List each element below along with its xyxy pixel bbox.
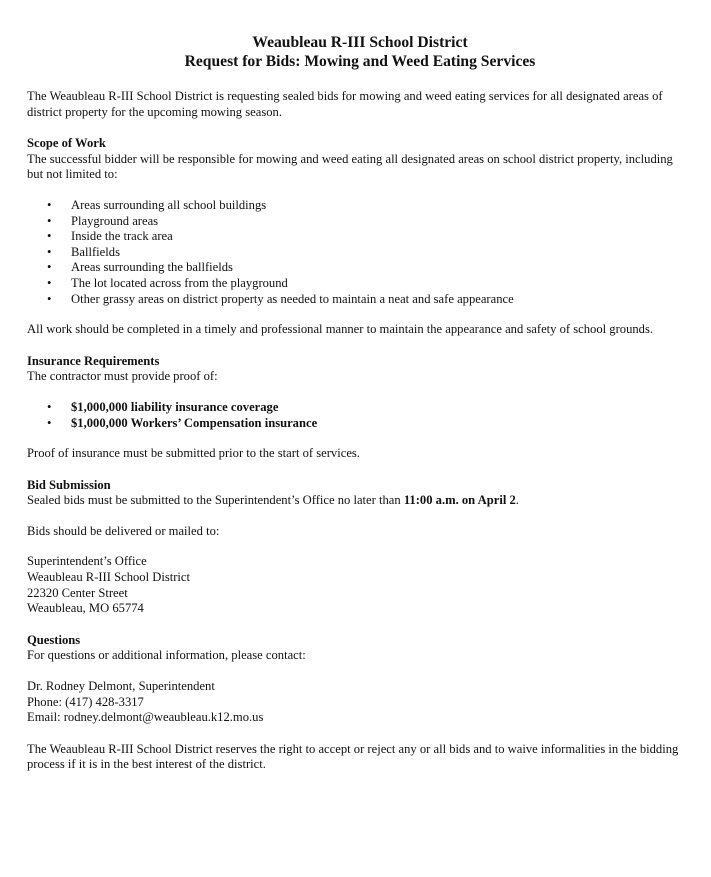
- insurance-heading: Insurance Requirements: [27, 353, 160, 368]
- rfp-title: Request for Bids: Mowing and Weed Eating Services: [184, 53, 536, 70]
- bullet-icon: •: [47, 291, 52, 306]
- insurance-lead: The contractor must provide proof of:: [27, 369, 218, 384]
- questions-section: [27, 633, 687, 726]
- list-item: • Playground areas: [47, 213, 159, 228]
- bullet-icon: •: [47, 275, 52, 290]
- list-item: • The lot located across from the playground: [47, 275, 288, 290]
- district-title: Weaubleau R-III School District: [252, 34, 468, 51]
- scope-heading: Scope of Work: [27, 136, 106, 151]
- bullet-icon: •: [47, 229, 52, 244]
- disclaimer-paragraph: The Weaubleau R-III School District reserves the right to accept or reject any or all bids and to waive informalities in the bidding process if it is in the best interest of the district.: [27, 741, 679, 772]
- bullet-icon: •: [47, 197, 52, 212]
- list-item: • $1,000,000 liability insurance coverage: [47, 399, 279, 414]
- bullet-icon: •: [47, 415, 52, 430]
- submission-section: [27, 478, 687, 617]
- bullet-icon: •: [47, 213, 52, 228]
- questions-lead: For questions or additional information, please contact:: [27, 648, 306, 663]
- address-line: 22320 Center Street: [27, 585, 128, 600]
- scope-section: [27, 136, 687, 338]
- submission-heading: Bid Submission: [27, 477, 111, 492]
- address-line: Superintendent’s Office: [27, 554, 147, 569]
- questions-heading: Questions: [27, 632, 81, 647]
- list-item: • $1,000,000 Workers’ Compensation insurance: [47, 415, 318, 430]
- list-item: • Inside the track area: [47, 229, 173, 244]
- contact-email[interactable]: Email: rodney.delmont@weaubleau.k12.mo.us: [27, 710, 264, 725]
- contact-phone: Phone: (417) 428-3317: [27, 694, 144, 709]
- contact-name: Dr. Rodney Delmont, Superintendent: [27, 679, 215, 694]
- scope-lead: The successful bidder will be responsible for mowing and weed eating all designated areas on school district property, including but not limited to:: [27, 151, 673, 182]
- bullet-icon: •: [47, 244, 52, 259]
- scope-list: [27, 198, 687, 307]
- bullet-icon: •: [47, 399, 52, 414]
- contact-block: [27, 679, 687, 726]
- list-item: • Areas surrounding all school buildings: [47, 197, 267, 212]
- deadline: 11:00 a.m. on April 2: [403, 493, 516, 508]
- insurance-note: Proof of insurance must be submitted prior to the start of services.: [27, 446, 360, 461]
- intro-paragraph: The Weaubleau R-III School District is requesting sealed bids for mowing and weed eating services for all designated areas of district property for the upcoming mowing season.: [27, 89, 663, 119]
- document-page: [27, 33, 687, 773]
- delivery-note: Bids should be delivered or mailed to:: [27, 523, 220, 538]
- address-line: Weaubleau, MO 65774: [27, 601, 144, 616]
- mailing-address: [27, 554, 687, 616]
- address-line: Weaubleau R-III School District: [27, 570, 191, 585]
- submission-lead: Sealed bids must be submitted to the Superintendent’s Office no later than 11:00 a.m. on April 2.: [27, 493, 519, 508]
- list-item: • Areas surrounding the ballfields: [47, 260, 233, 275]
- bullet-icon: •: [47, 260, 52, 275]
- scope-closing: All work should be completed in a timely and professional manner to maintain the appearance and safety of school grounds.: [27, 322, 654, 337]
- insurance-list: [27, 400, 687, 431]
- list-item: • Other grassy areas on district property as needed to maintain a neat and safe appearance: [47, 291, 514, 306]
- insurance-section: [27, 354, 687, 462]
- list-item: • Ballfields: [47, 244, 120, 259]
